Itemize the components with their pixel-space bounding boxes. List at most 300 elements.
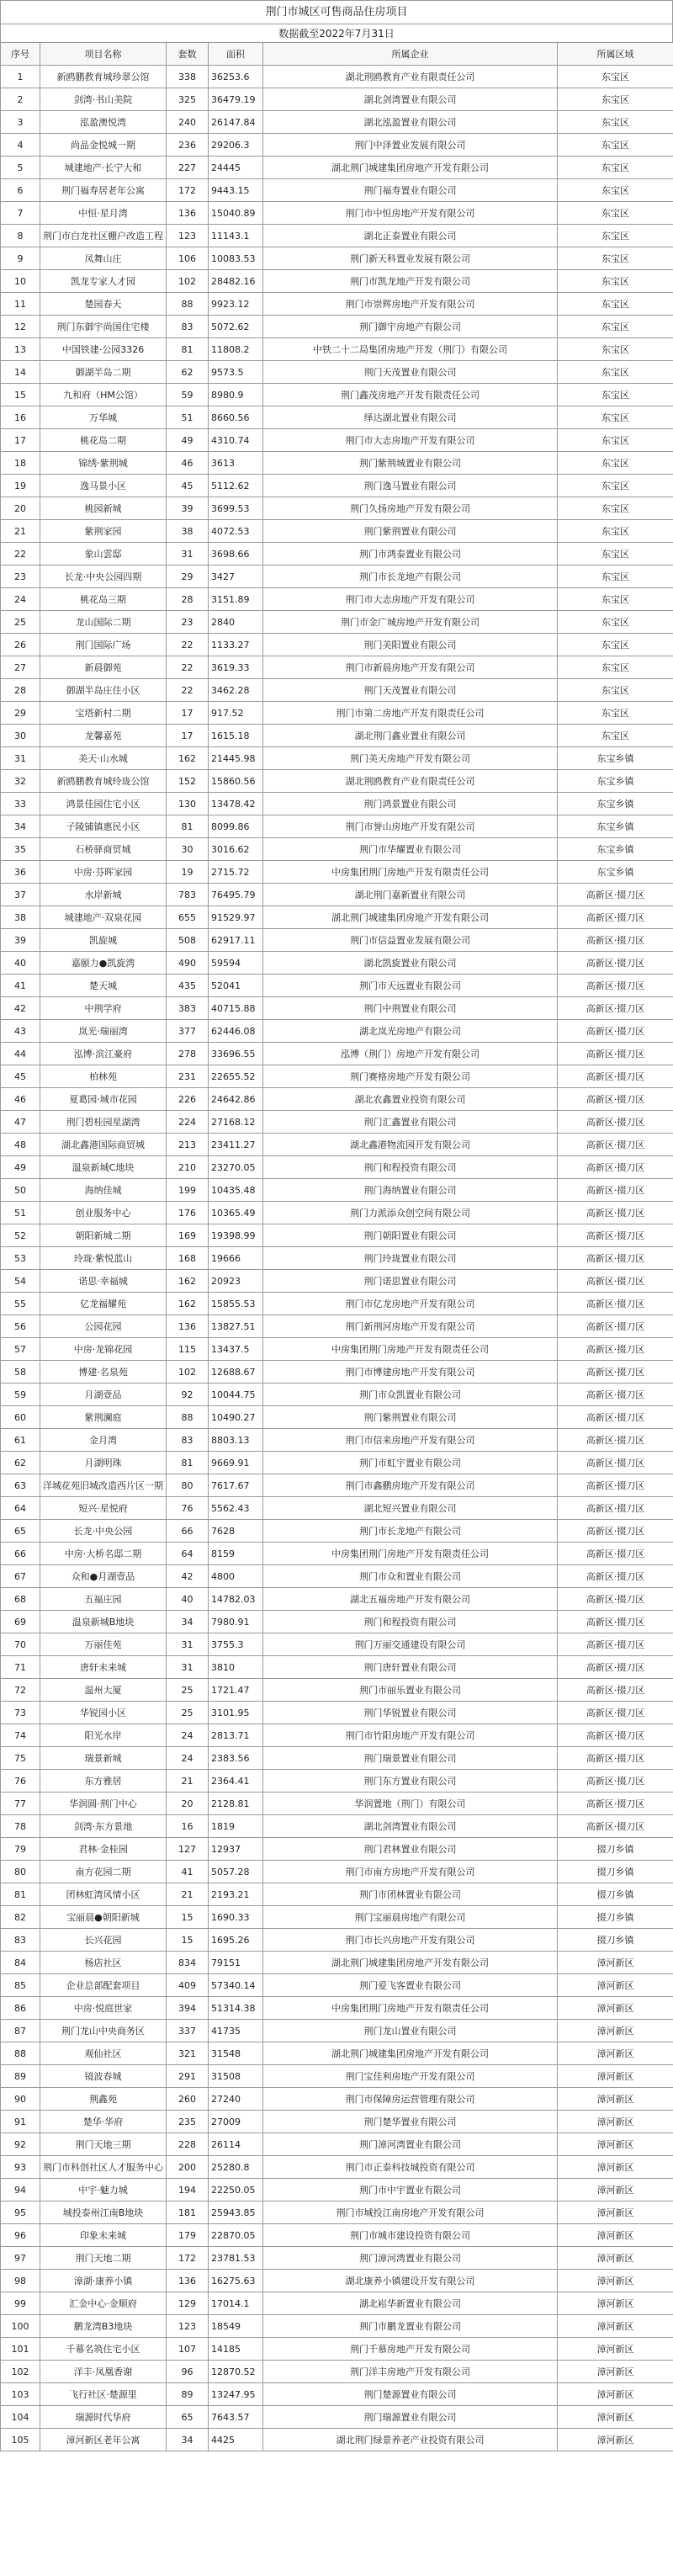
cell-area: 27240	[209, 2088, 263, 2111]
cell-index: 41	[1, 975, 40, 997]
cell-project-name: 洋城花苑旧城改造西片区一期	[40, 1474, 167, 1497]
cell-units: 19	[167, 861, 209, 884]
cell-company: 湖北荆门城建集团房地产开发有限公司	[263, 2042, 558, 2065]
cell-index: 93	[1, 2156, 40, 2179]
cell-company: 荆门久扬房地产开发有限公司	[263, 497, 558, 520]
cell-company: 荆门鑫茂房地产开发有限责任公司	[263, 384, 558, 406]
cell-area: 62446.08	[209, 1020, 263, 1043]
table-body	[1, 66, 673, 2451]
cell-project-name: 中恒·星月湾	[40, 202, 167, 225]
cell-district: 东宝区	[558, 225, 673, 247]
cell-index: 82	[1, 1906, 40, 1929]
cell-district: 东宝区	[558, 111, 673, 134]
table-row	[1, 634, 673, 656]
cell-index: 66	[1, 1543, 40, 1565]
cell-company: 荆门市誉山房地产开发有限公司	[263, 815, 558, 838]
cell-project-name: 城建地产·双泉花园	[40, 906, 167, 929]
cell-area: 7628	[209, 1520, 263, 1543]
cell-index: 26	[1, 634, 40, 656]
cell-company: 荆门君林置业有限公司	[263, 1838, 558, 1861]
cell-company: 荆门漳河湾置业有限公司	[263, 2133, 558, 2156]
cell-index: 7	[1, 202, 40, 225]
cell-district: 掇刀乡镇	[558, 1838, 673, 1861]
cell-area: 13827.51	[209, 1315, 263, 1338]
cell-units: 62	[167, 361, 209, 384]
table-row	[1, 1929, 673, 1952]
cell-company: 荆门市凯龙地产开发有限公司	[263, 270, 558, 293]
cell-units: 152	[167, 770, 209, 793]
cell-units: 96	[167, 2361, 209, 2383]
cell-index: 81	[1, 1883, 40, 1906]
table-row	[1, 1520, 673, 1543]
table-row	[1, 2429, 673, 2451]
cell-units: 179	[167, 2224, 209, 2247]
cell-index: 98	[1, 2270, 40, 2292]
cell-units: 655	[167, 906, 209, 929]
cell-project-name: 瑞源时代华府	[40, 2406, 167, 2429]
table-row	[1, 1974, 673, 1997]
cell-company: 荆门市华耀置业有限公司	[263, 838, 558, 861]
cell-district: 高新区·掇刀区	[558, 1474, 673, 1497]
table-row	[1, 1270, 673, 1293]
cell-project-name: 剑湾·书山美院	[40, 88, 167, 111]
cell-company: 荆门洋丰房地产开发有限公司	[263, 2361, 558, 2383]
table-row	[1, 1861, 673, 1883]
cell-company: 荆门汇鑫置业有限公司	[263, 1111, 558, 1134]
cell-index: 33	[1, 793, 40, 815]
cell-project-name: 楚园春天	[40, 293, 167, 316]
cell-district: 掇刀乡镇	[558, 1883, 673, 1906]
cell-area: 16275.63	[209, 2270, 263, 2292]
cell-district: 高新区·掇刀区	[558, 1315, 673, 1338]
cell-district: 高新区·掇刀区	[558, 975, 673, 997]
cell-district: 东宝区	[558, 520, 673, 543]
cell-area: 3699.53	[209, 497, 263, 520]
cell-area: 15860.56	[209, 770, 263, 793]
cell-units: 162	[167, 1270, 209, 1293]
cell-district: 东宝区	[558, 361, 673, 384]
cell-units: 46	[167, 452, 209, 475]
cell-units: 127	[167, 1838, 209, 1861]
cell-project-name: 城投泰州江南B地块	[40, 2202, 167, 2224]
table-row	[1, 293, 673, 316]
cell-area: 24642.86	[209, 1088, 263, 1111]
cell-index: 39	[1, 929, 40, 952]
table-row	[1, 815, 673, 838]
cell-district: 东宝区	[558, 702, 673, 725]
cell-district: 高新区·掇刀区	[558, 1202, 673, 1224]
cell-project-name: 企业总部配套项目	[40, 1974, 167, 1997]
table-row	[1, 1883, 673, 1906]
cell-units: 194	[167, 2179, 209, 2202]
cell-company: 荆门市鑫鹏房地产开发有限公司	[263, 1474, 558, 1497]
cell-area: 13247.95	[209, 2383, 263, 2406]
table-row	[1, 2224, 673, 2247]
cell-district: 高新区·掇刀区	[558, 1452, 673, 1474]
cell-area: 15855.53	[209, 1293, 263, 1315]
cell-area: 2813.71	[209, 1724, 263, 1747]
table-row	[1, 1543, 673, 1565]
cell-units: 136	[167, 2270, 209, 2292]
cell-index: 85	[1, 1974, 40, 1997]
cell-units: 21	[167, 1883, 209, 1906]
table-row	[1, 2042, 673, 2065]
cell-company: 荆门市保障房运营管理有限公司	[263, 2088, 558, 2111]
cell-district: 高新区·掇刀区	[558, 1293, 673, 1315]
cell-area: 10490.27	[209, 1406, 263, 1429]
cell-units: 16	[167, 1815, 209, 1838]
cell-district: 高新区·掇刀区	[558, 1724, 673, 1747]
cell-index: 104	[1, 2406, 40, 2429]
cell-index: 42	[1, 997, 40, 1020]
cell-index: 51	[1, 1202, 40, 1224]
cell-project-name: 阳光水岸	[40, 1724, 167, 1747]
cell-area: 8660.56	[209, 406, 263, 429]
cell-district: 高新区·掇刀区	[558, 1384, 673, 1406]
table-row	[1, 1474, 673, 1497]
cell-district: 高新区·掇刀区	[558, 1656, 673, 1679]
cell-units: 22	[167, 656, 209, 679]
cell-company: 荆门市中恒房地产开发有限公司	[263, 202, 558, 225]
cell-units: 34	[167, 1611, 209, 1633]
cell-company: 荆门市虹宇置业有限公司	[263, 1452, 558, 1474]
cell-units: 115	[167, 1338, 209, 1361]
cell-units: 22	[167, 679, 209, 702]
cell-index: 101	[1, 2338, 40, 2361]
cell-company: 湖北荆门城建集团房地产开发有限公司	[263, 157, 558, 179]
cell-district: 高新区·掇刀区	[558, 1111, 673, 1134]
cell-index: 58	[1, 1361, 40, 1384]
cell-index: 69	[1, 1611, 40, 1633]
cell-project-name: 华锐园小区	[40, 1702, 167, 1724]
cell-units: 24	[167, 1724, 209, 1747]
cell-project-name: 公园花园	[40, 1315, 167, 1338]
cell-units: 81	[167, 815, 209, 838]
cell-area: 91529.97	[209, 906, 263, 929]
cell-district: 东宝区	[558, 634, 673, 656]
cell-units: 45	[167, 475, 209, 497]
cell-index: 86	[1, 1997, 40, 2020]
cell-company: 湖北荆门城建集团房地产开发有限公司	[263, 1952, 558, 1974]
cell-units: 409	[167, 1974, 209, 1997]
cell-units: 235	[167, 2111, 209, 2133]
cell-units: 325	[167, 88, 209, 111]
cell-project-name: 新晨御苑	[40, 656, 167, 679]
cell-area: 19398.99	[209, 1224, 263, 1247]
table-row	[1, 1838, 673, 1861]
cell-company: 湖北剑湾置业有限公司	[263, 88, 558, 111]
cell-area: 13478.42	[209, 793, 263, 815]
cell-units: 224	[167, 1111, 209, 1134]
table-row	[1, 406, 673, 429]
table-row	[1, 793, 673, 815]
cell-units: 383	[167, 997, 209, 1020]
cell-project-name: 尚品金悦城一期	[40, 134, 167, 157]
cell-units: 321	[167, 2042, 209, 2065]
cell-district: 漳河新区	[558, 2111, 673, 2133]
cell-index: 67	[1, 1565, 40, 1588]
cell-project-name: 万丽佳苑	[40, 1633, 167, 1656]
cell-company: 荆门福寿置业有限公司	[263, 179, 558, 202]
cell-district: 东宝区	[558, 384, 673, 406]
cell-index: 1	[1, 66, 40, 88]
cell-project-name: 荆门国际广场	[40, 634, 167, 656]
cell-index: 8	[1, 225, 40, 247]
cell-company: 荆门市众和置业有限公司	[263, 1565, 558, 1588]
cell-district: 高新区·掇刀区	[558, 1815, 673, 1838]
cell-index: 102	[1, 2361, 40, 2383]
cell-index: 17	[1, 429, 40, 452]
cell-district: 漳河新区	[558, 2156, 673, 2179]
cell-company: 荆门天茂置业有限公司	[263, 361, 558, 384]
cell-index: 94	[1, 2179, 40, 2202]
cell-units: 136	[167, 1315, 209, 1338]
cell-district: 漳河新区	[558, 2429, 673, 2451]
cell-company: 荆门市城市建设投资有限公司	[263, 2224, 558, 2247]
cell-company: 荆门漳河湾置业有限公司	[263, 2247, 558, 2270]
cell-units: 89	[167, 2383, 209, 2406]
cell-district: 漳河新区	[558, 2065, 673, 2088]
cell-area: 4072.53	[209, 520, 263, 543]
cell-index: 14	[1, 361, 40, 384]
cell-project-name: 月湖明珠	[40, 1452, 167, 1474]
cell-index: 89	[1, 2065, 40, 2088]
cell-company: 荆门市城投江南房地产开发有限公司	[263, 2202, 558, 2224]
cell-project-name: 温泉新城B地块	[40, 1611, 167, 1633]
cell-area: 12870.52	[209, 2361, 263, 2383]
header-company: 所属企业	[263, 43, 558, 66]
cell-company: 湖北荆鸥教育产业有限责任公司	[263, 770, 558, 793]
table-row	[1, 1247, 673, 1270]
cell-area: 62917.11	[209, 929, 263, 952]
table-row	[1, 1611, 673, 1633]
cell-units: 123	[167, 225, 209, 247]
cell-company: 荆门宝丽晨房地产有限公司	[263, 1906, 558, 1929]
cell-company: 荆门中荆置业有限公司	[263, 997, 558, 1020]
cell-units: 783	[167, 884, 209, 906]
cell-company: 绎达湖北置业有限公司	[263, 406, 558, 429]
cell-units: 278	[167, 1043, 209, 1065]
cell-index: 75	[1, 1747, 40, 1770]
cell-project-name: 桃花岛二期	[40, 429, 167, 452]
cell-company: 湖北荆门鑫业置业有限公司	[263, 725, 558, 747]
cell-project-name: 华润圆·荆门中心	[40, 1793, 167, 1815]
cell-project-name: 荆门东御宇尚国住宅楼	[40, 316, 167, 338]
cell-project-name: 温州大厦	[40, 1679, 167, 1702]
cell-project-name: 月湖壹品	[40, 1384, 167, 1406]
cell-company: 荆门市长龙地产有限公司	[263, 566, 558, 588]
cell-district: 高新区·掇刀区	[558, 1179, 673, 1202]
cell-units: 176	[167, 1202, 209, 1224]
cell-project-name: 印象未来城	[40, 2224, 167, 2247]
cell-company: 荆门龙山置业有限公司	[263, 2020, 558, 2042]
cell-district: 高新区·掇刀区	[558, 1088, 673, 1111]
cell-project-name: 御湖半岛二期	[40, 361, 167, 384]
cell-project-name: 众和●月湖壹品	[40, 1565, 167, 1588]
cell-index: 19	[1, 475, 40, 497]
cell-index: 83	[1, 1929, 40, 1952]
cell-company: 湖北康养小镇建设开发有限公司	[263, 2270, 558, 2292]
cell-district: 高新区·掇刀区	[558, 1020, 673, 1043]
cell-units: 337	[167, 2020, 209, 2042]
cell-project-name: 逸马景小区	[40, 475, 167, 497]
cell-district: 东宝区	[558, 588, 673, 611]
table-header-row	[1, 43, 673, 66]
cell-district: 东宝区	[558, 293, 673, 316]
table-row	[1, 1384, 673, 1406]
cell-index: 60	[1, 1406, 40, 1429]
cell-project-name: 荆门天地二期	[40, 2247, 167, 2270]
header-district: 所属区域	[558, 43, 673, 66]
cell-district: 高新区·掇刀区	[558, 1588, 673, 1611]
cell-project-name: 中国铁建·公园3326	[40, 338, 167, 361]
cell-units: 64	[167, 1543, 209, 1565]
cell-project-name: 凯旋城	[40, 929, 167, 952]
cell-company: 荆门天茂置业有限公司	[263, 679, 558, 702]
cell-index: 61	[1, 1429, 40, 1452]
cell-company: 荆门市金广城房地产开发有限公司	[263, 611, 558, 634]
cell-project-name: 朝阳新城二期	[40, 1224, 167, 1247]
cell-district: 东宝区	[558, 316, 673, 338]
cell-company: 中铁二十二局集团房地产开发（荆门）有限公司	[263, 338, 558, 361]
cell-project-name: 五福庄园	[40, 1588, 167, 1611]
cell-area: 23781.53	[209, 2247, 263, 2270]
cell-district: 漳河新区	[558, 2315, 673, 2338]
cell-district: 高新区·掇刀区	[558, 1406, 673, 1429]
cell-company: 荆门市大志房地产开发有限公司	[263, 429, 558, 452]
cell-district: 漳河新区	[558, 2088, 673, 2111]
table-row	[1, 861, 673, 884]
cell-index: 10	[1, 270, 40, 293]
cell-company: 荆门诺思置业有限公司	[263, 1270, 558, 1293]
cell-units: 65	[167, 2406, 209, 2429]
cell-project-name: 洋丰·凤凰香谢	[40, 2361, 167, 2383]
cell-units: 181	[167, 2202, 209, 2224]
cell-project-name: 桃花岛三期	[40, 588, 167, 611]
table-row	[1, 1020, 673, 1043]
cell-index: 5	[1, 157, 40, 179]
cell-index: 13	[1, 338, 40, 361]
cell-district: 高新区·掇刀区	[558, 1770, 673, 1793]
cell-project-name: 紫荆家园	[40, 520, 167, 543]
table-row	[1, 1224, 673, 1247]
table-row	[1, 1111, 673, 1134]
cell-district: 高新区·掇刀区	[558, 1611, 673, 1633]
cell-project-name: 荆门市科创社区人才服务中心	[40, 2156, 167, 2179]
cell-company: 泓博（荆门）房地产开发有限公司	[263, 1043, 558, 1065]
cell-district: 高新区·掇刀区	[558, 1633, 673, 1656]
cell-project-name: 瑞景新城	[40, 1747, 167, 1770]
cell-district: 东宝乡镇	[558, 747, 673, 770]
cell-project-name: 漳湖·康养小镇	[40, 2270, 167, 2292]
cell-area: 1721.47	[209, 1679, 263, 1702]
cell-company: 荆门市博建房地产开发有限公司	[263, 1361, 558, 1384]
cell-area: 3462.28	[209, 679, 263, 702]
table-row	[1, 247, 673, 270]
cell-project-name: 美天·山水城	[40, 747, 167, 770]
cell-project-name: 短兴·星悦府	[40, 1497, 167, 1520]
cell-district: 东宝区	[558, 247, 673, 270]
cell-index: 49	[1, 1156, 40, 1179]
cell-units: 129	[167, 2292, 209, 2315]
cell-project-name: 荆鑫苑	[40, 2088, 167, 2111]
cell-project-name: 荆门龙山中央商务区	[40, 2020, 167, 2042]
table-row	[1, 2179, 673, 2202]
cell-index: 59	[1, 1384, 40, 1406]
cell-district: 高新区·掇刀区	[558, 929, 673, 952]
cell-district: 东宝区	[558, 429, 673, 452]
cell-area: 12937	[209, 1838, 263, 1861]
cell-index: 92	[1, 2133, 40, 2156]
cell-area: 1615.18	[209, 725, 263, 747]
cell-units: 23	[167, 611, 209, 634]
cell-company: 荆门万丽交通建设有限公司	[263, 1633, 558, 1656]
cell-company: 荆门市崇辉房地产开发有限公司	[263, 293, 558, 316]
cell-district: 东宝区	[558, 179, 673, 202]
table-row	[1, 497, 673, 520]
cell-company: 湖北正泰置业有限公司	[263, 225, 558, 247]
table-row	[1, 1043, 673, 1065]
cell-district: 漳河新区	[558, 2292, 673, 2315]
cell-company: 荆门市亿龙房地产开发有限公司	[263, 1293, 558, 1315]
cell-area: 23411.27	[209, 1134, 263, 1156]
cell-area: 52041	[209, 975, 263, 997]
cell-index: 46	[1, 1088, 40, 1111]
cell-index: 30	[1, 725, 40, 747]
cell-district: 漳河新区	[558, 2406, 673, 2429]
cell-units: 88	[167, 1406, 209, 1429]
cell-company: 湖北崧华新置业有限公司	[263, 2292, 558, 2315]
table-row	[1, 1452, 673, 1474]
table-row	[1, 316, 673, 338]
cell-area: 11808.2	[209, 338, 263, 361]
table-row	[1, 1293, 673, 1315]
cell-units: 106	[167, 247, 209, 270]
cell-district: 漳河新区	[558, 2247, 673, 2270]
cell-project-name: 中房·龙锦花园	[40, 1338, 167, 1361]
cell-index: 77	[1, 1793, 40, 1815]
cell-project-name: 中房·大桥名邸二期	[40, 1543, 167, 1565]
cell-area: 10044.75	[209, 1384, 263, 1406]
cell-project-name: 桃园新城	[40, 497, 167, 520]
cell-units: 136	[167, 202, 209, 225]
cell-area: 11143.1	[209, 225, 263, 247]
cell-district: 高新区·掇刀区	[558, 1224, 673, 1247]
table-row	[1, 656, 673, 679]
cell-index: 12	[1, 316, 40, 338]
cell-project-name: 玲珑·紫悦蓝山	[40, 1247, 167, 1270]
cell-area: 36479.19	[209, 88, 263, 111]
cell-units: 20	[167, 1793, 209, 1815]
cell-units: 435	[167, 975, 209, 997]
cell-project-name: 中宇·魅力城	[40, 2179, 167, 2202]
cell-district: 东宝区	[558, 157, 673, 179]
cell-company: 荆门市丽乐置业有限公司	[263, 1679, 558, 1702]
cell-district: 漳河新区	[558, 2133, 673, 2156]
table-row	[1, 588, 673, 611]
cell-project-name: 龙馨嘉苑	[40, 725, 167, 747]
cell-index: 38	[1, 906, 40, 929]
cell-company: 荆门中泽置业发展有限公司	[263, 134, 558, 157]
table-row	[1, 1565, 673, 1588]
cell-district: 东宝乡镇	[558, 770, 673, 793]
cell-index: 57	[1, 1338, 40, 1361]
cell-company: 中房集团荆门房地产开发有限责任公司	[263, 1543, 558, 1565]
cell-index: 16	[1, 406, 40, 429]
cell-project-name: 锦绣·紫荆城	[40, 452, 167, 475]
cell-area: 27009	[209, 2111, 263, 2133]
table-row	[1, 838, 673, 861]
